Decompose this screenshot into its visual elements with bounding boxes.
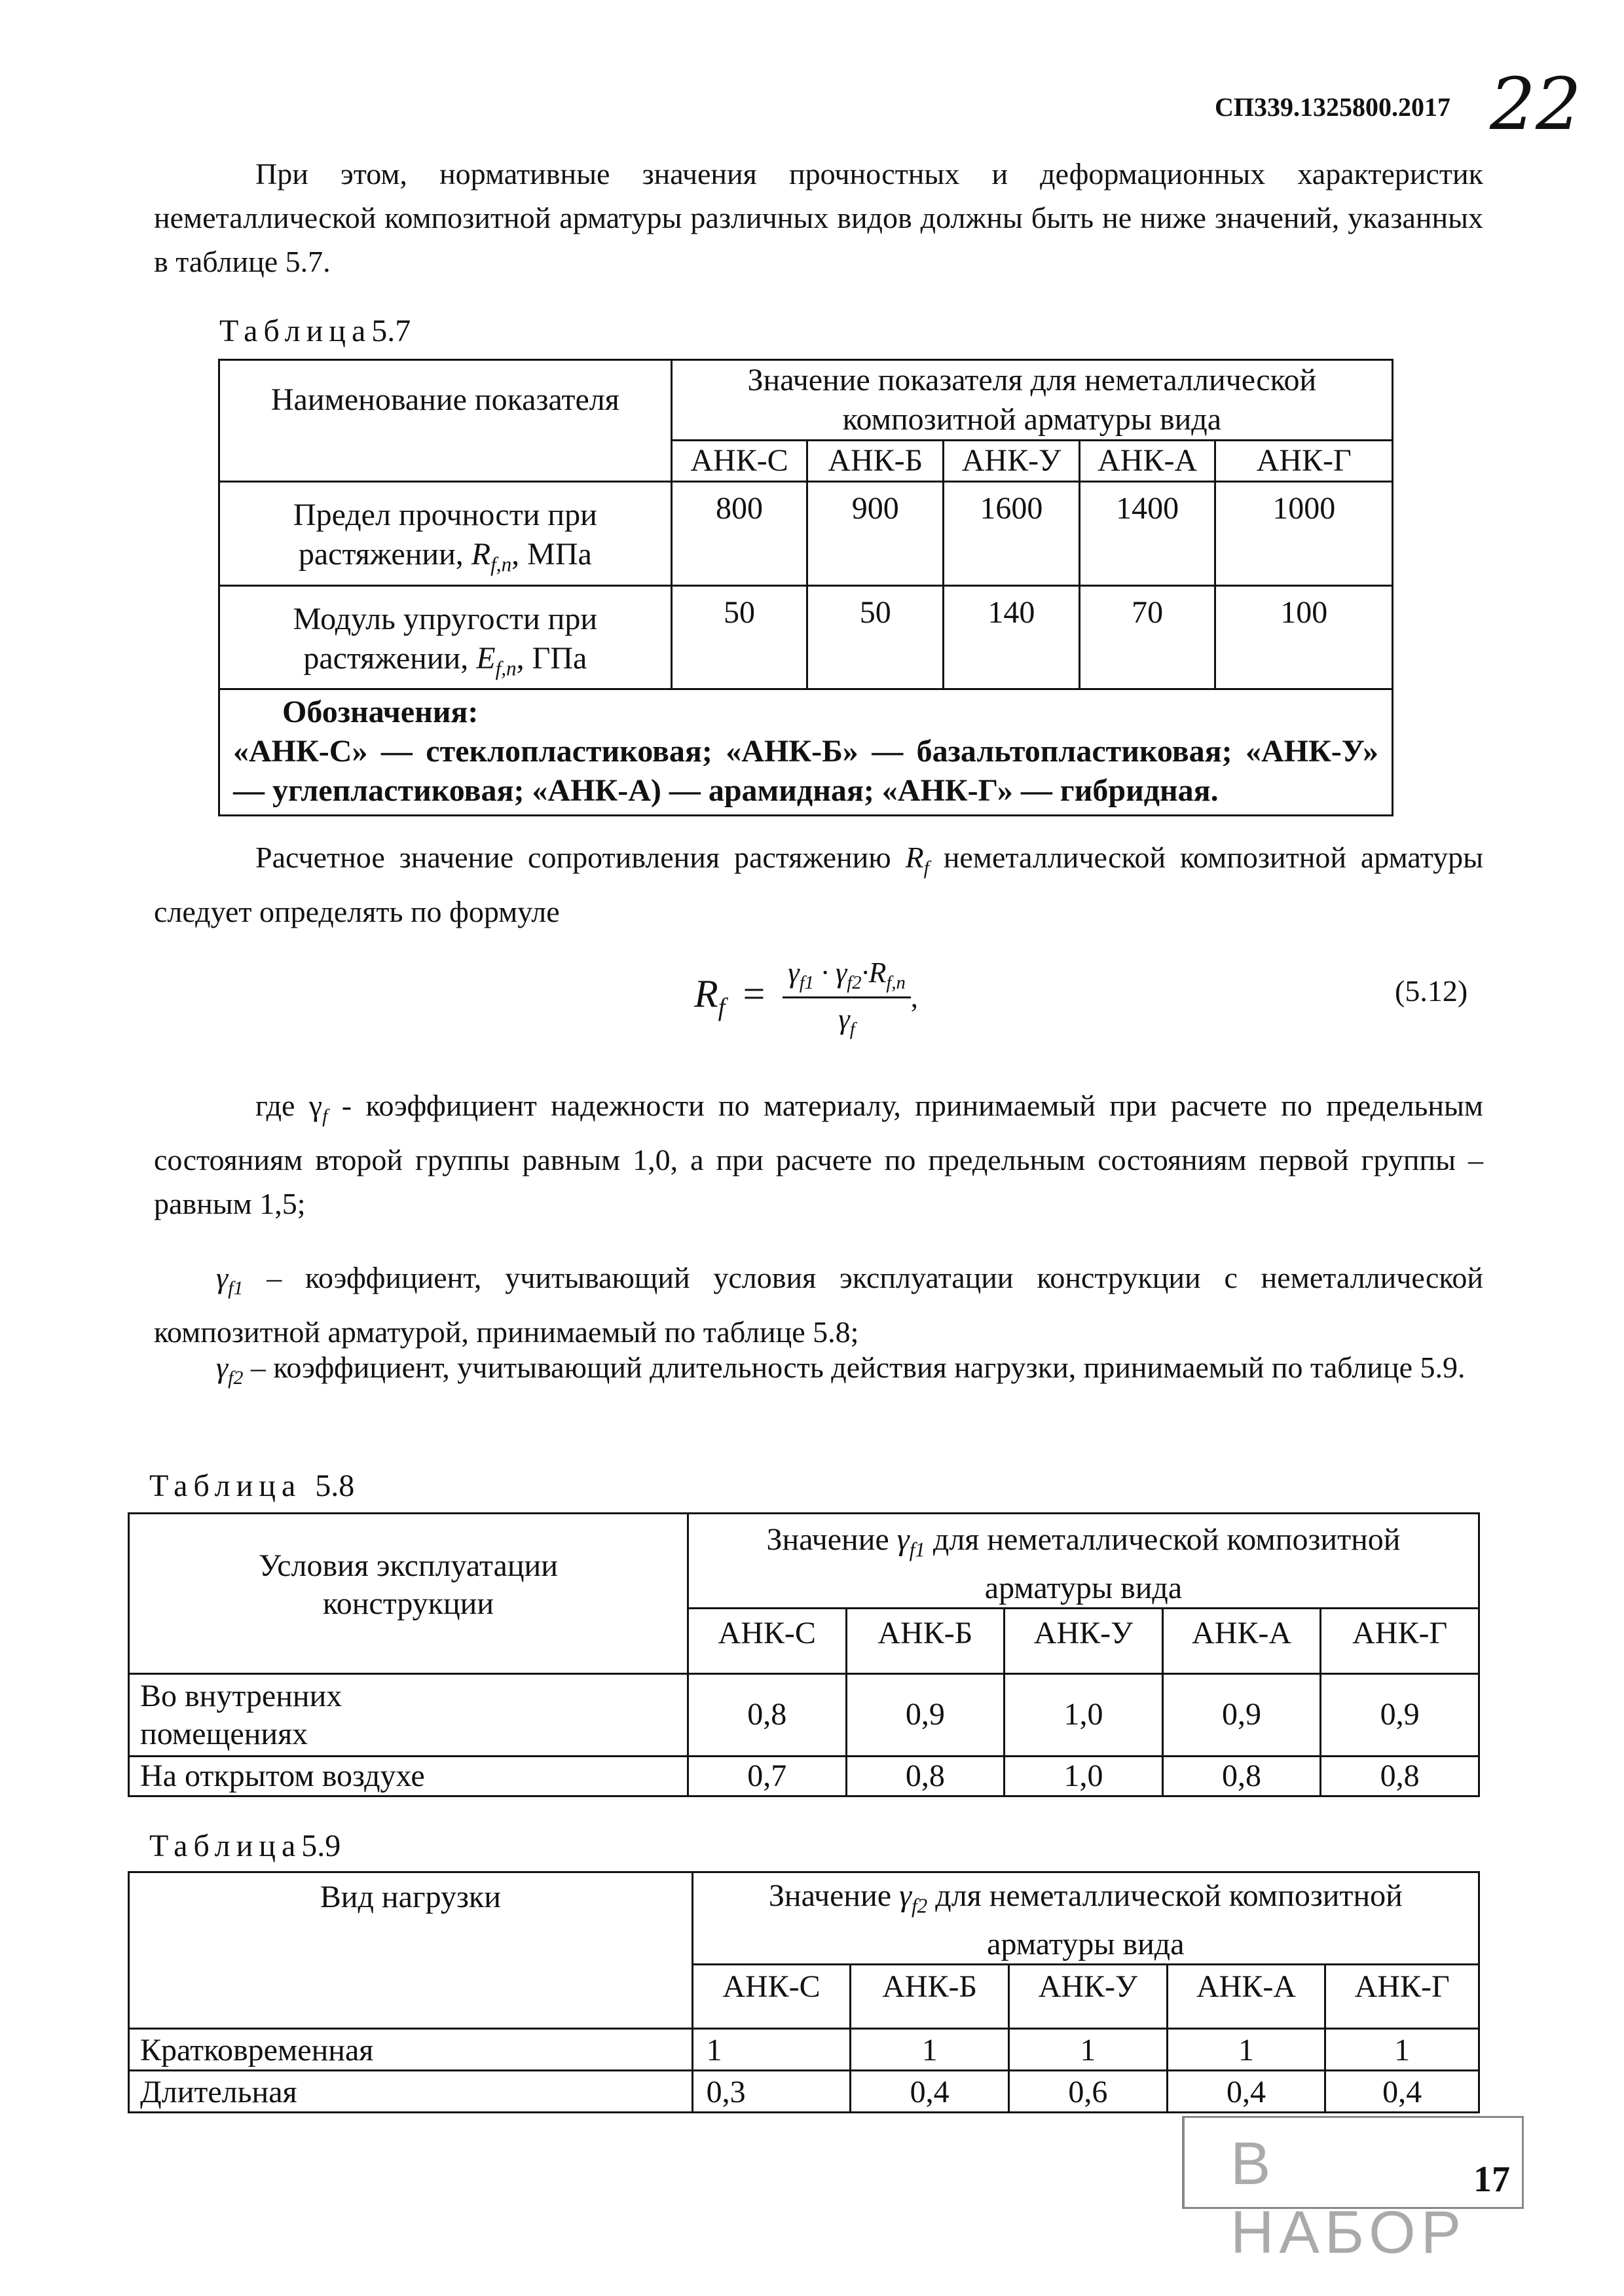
document-code: СП339.1325800.2017 <box>1215 92 1450 122</box>
type-header: АНК-А <box>1079 441 1215 482</box>
row-label: Модуль упругости при растяжении, $E_{f,n}$, ГПа <box>219 585 672 689</box>
type-header: АНК-С <box>671 441 807 482</box>
formula-number: (5.12) <box>1395 974 1468 1008</box>
cell-value: 0,9 <box>1321 1673 1479 1756</box>
stamp-text: В НАБОР <box>1230 2130 1467 2266</box>
table-5-8-group-header: Значение $\gamma_{f1}$ для неметаллической композитной арматуры вида <box>688 1514 1479 1609</box>
intro-paragraph: При этом, нормативные значения прочностных и деформационных характеристик неметаллической композитной арматуры различных видов должны быть не ниже значений, указанных в таблице 5.7. <box>154 157 1483 278</box>
table-5-7 <box>218 359 1393 816</box>
table-row <box>129 2028 1479 2070</box>
type-header: АНК-С <box>688 1608 846 1673</box>
formula-5-12: $R_f$ = $\frac{\gamma_{f1} \cdot \gamma_{f2}\cdot R_{f,n}}{\gamma_f}$ , <box>694 957 918 1040</box>
cell-value: 1 <box>1325 2028 1479 2070</box>
row-label: Длительная <box>129 2070 693 2112</box>
cell-value: 0,4 <box>1325 2070 1479 2112</box>
cell-value: 0,6 <box>1008 2070 1167 2112</box>
note-text: «АНК-С» — стеклопластиковая; «АНК-Б» — базальтопластиковая; «АНК-У» — углепластиковая; «АНК-А) — арамидная; «АНК-Г» — гибридная. <box>233 734 1378 809</box>
cell-value: 1 <box>851 2028 1009 2070</box>
table-5-9-group-header: Значение $\gamma_{f2}$ для неметаллической композитной арматуры вида <box>692 1872 1479 1965</box>
cell-value: 1000 <box>1215 482 1393 586</box>
table-row <box>129 1756 1479 1796</box>
type-header: АНК-Б <box>807 441 944 482</box>
type-header: АНК-А <box>1162 1608 1321 1673</box>
cell-value: 0,8 <box>688 1673 846 1756</box>
cell-value: 0,3 <box>692 2070 851 2112</box>
cell-value: 1,0 <box>1005 1673 1163 1756</box>
cell-value: 1 <box>1008 2028 1167 2070</box>
type-header: АНК-У <box>944 441 1080 482</box>
explanation-gamma-f1: $\gamma_{f1}$ – коэффициент, учитывающий условия эксплуатации конструкции с неметаллической композитной арматурой, принимаемый по таблице 5.8; <box>154 1261 1484 1349</box>
type-header: АНК-А <box>1167 1964 1325 2028</box>
cell-value: 50 <box>807 585 944 689</box>
explanation-gamma-f: где $\gamma_f$ - коэффициент надежности по материалу, принимаемый при расчете по предельным состояниям второй группы равным 1,0, а при расчете по предельным состояниям первой группы – равным 1,5; <box>154 1089 1484 1221</box>
row-label: На открытом воздухе <box>129 1756 688 1796</box>
table-5-9 <box>128 1871 1480 2113</box>
type-header: АНК-Г <box>1215 441 1393 482</box>
cell-value: 1,0 <box>1005 1756 1163 1796</box>
cell-value: 800 <box>671 482 807 586</box>
table-5-9-caption: Таблица5.9 <box>149 1829 341 1863</box>
stamp-v-nabor <box>1182 2116 1524 2266</box>
cell-value: 0,4 <box>1167 2070 1325 2112</box>
formula-intro-paragraph: Расчетное значение сопротивления растяжению $R_f$ неметаллической композитной арматуры следует определять по формуле <box>154 841 1484 929</box>
cell-value: 1 <box>1167 2028 1325 2070</box>
type-header: АНК-Г <box>1325 1964 1479 2028</box>
handwritten-page-number: 22 <box>1490 62 1581 146</box>
table-row <box>219 482 1393 586</box>
table-5-7-group-header: Значение показателя для неметаллической композитной арматуры вида <box>671 360 1392 441</box>
table-5-7-caption: Таблица5.7 <box>219 314 411 348</box>
cell-value: 0,8 <box>846 1756 1005 1796</box>
type-header: АНК-Г <box>1321 1608 1479 1673</box>
type-header: АНК-С <box>692 1964 851 2028</box>
table-row <box>129 2070 1479 2112</box>
cell-value: 70 <box>1079 585 1215 689</box>
table-5-8 <box>128 1512 1480 1797</box>
table-5-8-col-header: Условия эксплуатации конструкции <box>129 1514 688 1674</box>
cell-value: 0,8 <box>1162 1756 1321 1796</box>
table-row <box>129 1673 1479 1756</box>
cell-value: 0,7 <box>688 1756 846 1796</box>
table-5-8-caption: Таблица 5.8 <box>149 1468 355 1503</box>
cell-value: 0,9 <box>1162 1673 1321 1756</box>
type-header: АНК-У <box>1005 1608 1163 1673</box>
table-row <box>219 585 1393 689</box>
cell-value: 1 <box>692 2028 851 2070</box>
row-label: Кратковременная <box>129 2028 693 2070</box>
note-title: Обозначения: <box>282 695 479 730</box>
cell-value: 1400 <box>1079 482 1215 586</box>
type-header: АНК-У <box>1008 1964 1167 2028</box>
cell-value: 900 <box>807 482 944 586</box>
row-label: Во внутренних помещениях <box>129 1673 688 1756</box>
table-5-7-col-header: Наименование показателя <box>219 360 672 482</box>
page-number: 17 <box>1473 2159 1510 2200</box>
cell-value: 0,9 <box>846 1673 1005 1756</box>
type-header: АНК-Б <box>846 1608 1005 1673</box>
cell-value: 1600 <box>944 482 1080 586</box>
row-label: Предел прочности при растяжении, $R_{f,n}$, МПа <box>219 482 672 586</box>
type-header: АНК-Б <box>851 1964 1009 2028</box>
cell-value: 0,4 <box>851 2070 1009 2112</box>
table-5-7-note <box>219 689 1393 816</box>
cell-value: 50 <box>671 585 807 689</box>
cell-value: 140 <box>944 585 1080 689</box>
cell-value: 0,8 <box>1321 1756 1479 1796</box>
cell-value: 100 <box>1215 585 1393 689</box>
table-5-9-col-header: Вид нагрузки <box>129 1872 693 2029</box>
explanation-gamma-f2: $\gamma_{f2}$ – коэффициент, учитывающий длительность действия нагрузки, принимаемый по таблице 5.9. <box>216 1351 1466 1389</box>
